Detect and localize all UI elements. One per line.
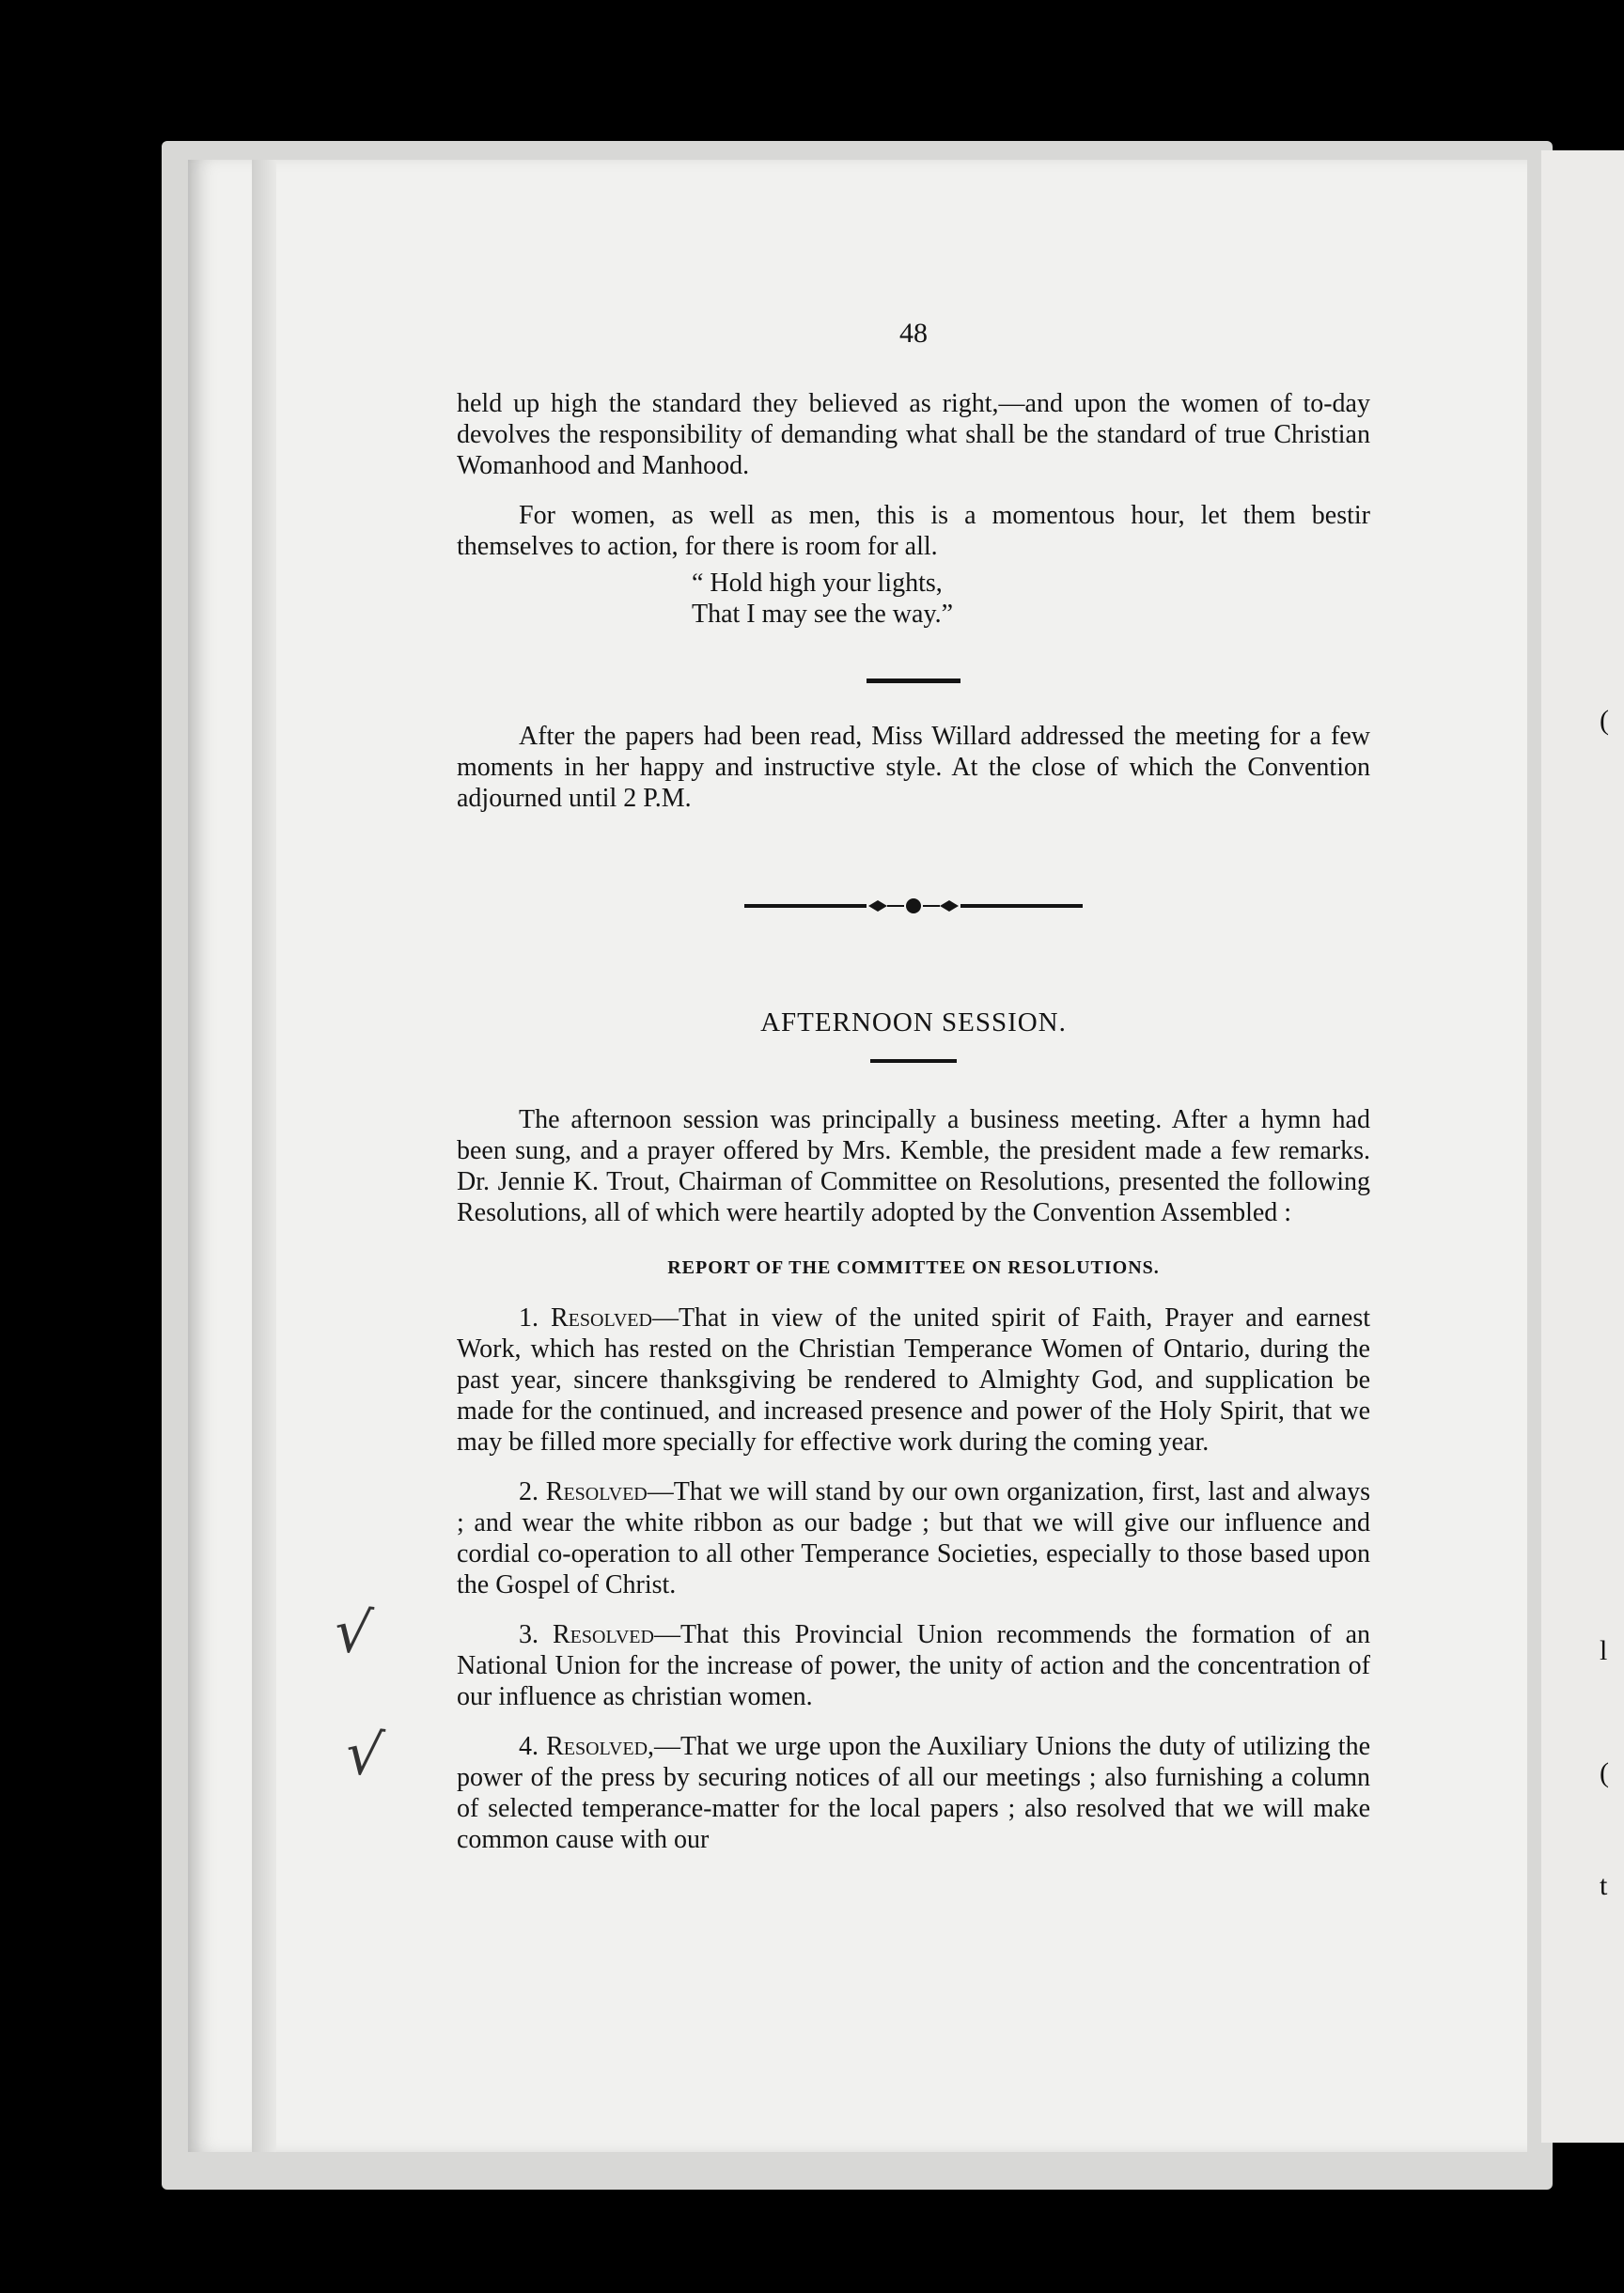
resolution-keyword: Resolved xyxy=(545,1477,648,1506)
checkmark-icon: √ xyxy=(342,1718,387,1790)
resolution-keyword: Resolved xyxy=(550,1303,652,1333)
adjacent-page-fragment: t xyxy=(1600,1870,1608,1901)
section-heading: AFTERNOON SESSION. xyxy=(760,1007,1067,1037)
adjacent-page-fragment: ( xyxy=(1600,1757,1609,1788)
after-papers-paragraph: After the papers had been read, Miss Willard addressed the meeting for a few moments in her happy and instructive style. At the close of which the Convention adjourned until 2 P.M. xyxy=(457,722,1370,813)
resolution-keyword: Resolved xyxy=(546,1732,648,1761)
adjacent-page-fragment: l xyxy=(1600,1635,1608,1666)
opening-paragraph: held up high the standard they believed as right,—and upon the women of to-day devolves the responsibility of demanding what shall be the standard of true Christian Womanhood and Manhood. xyxy=(457,389,1370,480)
resolution-text: ,—That we urge upon the Auxiliary Unions the duty of utilizing the power of the press by securing notices of all our meetings ; also furnishing a column of selected temperance-matter for the local papers ; also resolved that we will make common cause with our xyxy=(457,1732,1370,1854)
page-number: 48 xyxy=(899,318,928,349)
second-paragraph: For women, as well as men, this is a momentous hour, let them bestir themselves to action, for there is room for all. xyxy=(457,501,1370,561)
page-gutter xyxy=(252,160,276,2152)
section-divider xyxy=(867,679,960,683)
resolution-1 xyxy=(457,1302,1370,1458)
verse-line: That I may see the way.” xyxy=(692,600,954,629)
adjacent-page xyxy=(1541,150,1624,2143)
resolution-2 xyxy=(457,1476,1370,1600)
resolution-number: 3. xyxy=(519,1620,539,1649)
page-text xyxy=(457,318,1370,1855)
afternoon-paragraph: The afternoon session was principally a business meeting. After a hymn had been sung, and a prayer offered by Mrs. Kemble, the president made a few remarks. Dr. Jennie K. Trout, Chairman of Committee on Resolutions, presented the following Resolutions, all of which were heartily adopted by the Convention Assembled : xyxy=(457,1105,1370,1227)
resolution-number: 4. xyxy=(519,1732,539,1761)
resolution-keyword: Resolved xyxy=(552,1620,654,1649)
verse-quote xyxy=(692,568,1370,630)
resolution-number: 2. xyxy=(519,1477,539,1506)
resolution-text: —That this Provincial Union recommends the formation of an National Union for the increase of power, the unity of action and the concentration of our influence as christian women. xyxy=(457,1620,1371,1711)
adjacent-page-fragment: ( xyxy=(1600,705,1609,736)
resolution-3 xyxy=(457,1619,1370,1712)
ornamental-divider xyxy=(744,895,1083,917)
verse-line: “ Hold high your lights, xyxy=(692,569,943,598)
resolution-number: 1. xyxy=(519,1303,539,1333)
resolution-text: —That we will stand by our own organization, first, last and always ; and wear the white ribbon as our badge ; but that we will give our influence and cordial co-operation to all other Temperance Societies, especially to those based upon the Gospel of Christ. xyxy=(457,1477,1370,1599)
checkmark-icon: √ xyxy=(331,1596,376,1668)
report-heading: REPORT OF THE COMMITTEE ON RESOLUTIONS. xyxy=(667,1257,1160,1278)
resolution-text: —That in view of the united spirit of Faith, Prayer and earnest Work, which has rested on the Christian Temperance Women of Ontario, during the past year, sincere thanksgiving be rendered to Almighty God, and supplication be made for the continued, and increased presence and power of the Holy Spirit, that we may be filled more specially for effective work during the coming year. xyxy=(457,1303,1371,1457)
heading-rule xyxy=(870,1059,957,1063)
resolution-4 xyxy=(457,1731,1370,1855)
